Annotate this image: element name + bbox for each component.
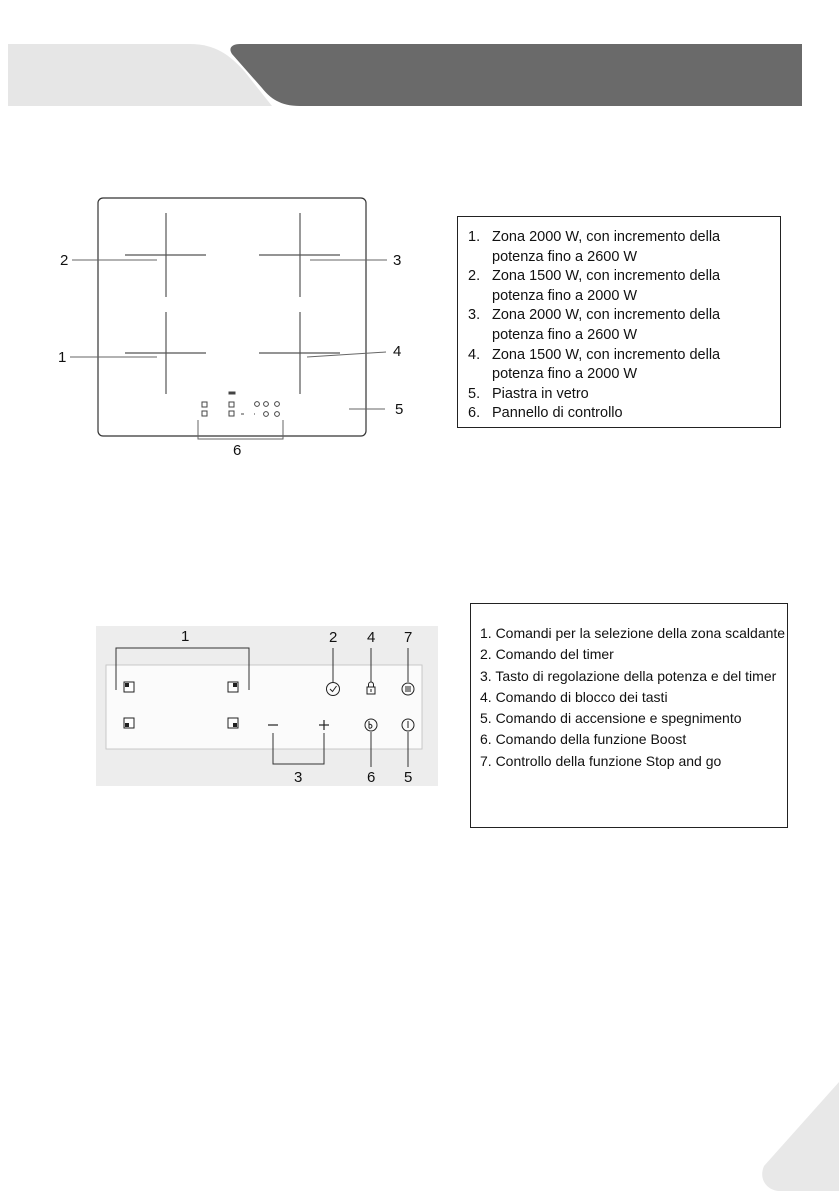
panel-legend-box — [470, 603, 788, 828]
hob-callout-6: 6 — [233, 442, 242, 459]
panel-legend-list — [480, 623, 786, 772]
panel-callout-2: 2 — [329, 629, 338, 646]
panel-legend-item: 1. Comandi per la selezione della zona scaldante — [480, 625, 786, 641]
hob-legend-item: 1. Zona 2000 W, con incremento della potenza fino a 2600 W — [468, 229, 721, 265]
panel-callout-4: 4 — [367, 629, 376, 646]
hob-legend-item: 4. Zona 1500 W, con incremento della potenza fino a 2000 W — [468, 346, 721, 383]
panel-legend-item: 5. Comando di accensione e spegnimento — [480, 710, 742, 727]
panel-legend-item: 6. Comando della funzione Boost — [480, 731, 687, 748]
panel-callout-7: 7 — [404, 629, 413, 646]
panel-legend-item: 4. Comando di blocco dei tasti — [480, 688, 668, 705]
hob-legend-item: 6. Pannello di controllo — [468, 405, 623, 422]
hob-legend-item: 5. Piastra in vetro — [468, 385, 589, 402]
panel-legend-item: 3. Tasto di regolazione della potenza e del timer — [480, 667, 777, 684]
panel-legend-item: 2. Comando del timer — [480, 646, 614, 663]
hob-callout-1: 1 — [58, 349, 67, 366]
hob-callout-3: 3 — [393, 252, 402, 269]
hob-legend-item: 3. Zona 2000 W, con incremento della potenza fino a 2600 W — [468, 307, 721, 343]
panel-strip — [106, 665, 422, 749]
panel-callout-3: 3 — [294, 769, 303, 786]
panel-callout-5: 5 — [404, 769, 413, 786]
panel-legend-item: 7. Controllo della funzione Stop and go — [480, 752, 722, 769]
hob-legend-item: 2. Zona 1500 W, con incremento della potenza fino a 2000 W — [468, 268, 721, 304]
panel-callout-1: 1 — [181, 628, 190, 645]
panel-callout-6: 6 — [367, 769, 376, 786]
hob-callout-2: 2 — [60, 252, 69, 269]
hob-callout-5: 5 — [395, 401, 404, 418]
hob-callout-4: 4 — [393, 343, 402, 360]
